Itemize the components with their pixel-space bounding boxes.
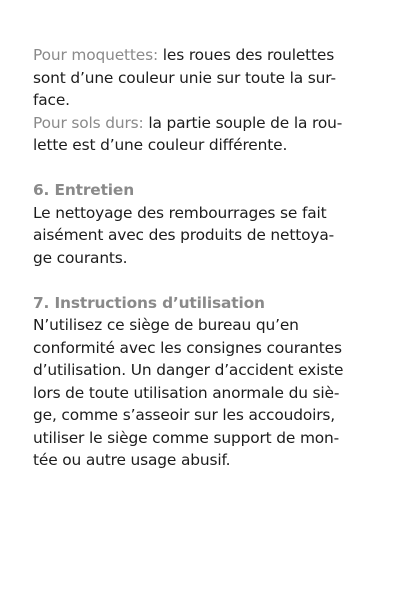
hard-floor-text-1: la partie souple de la rou- xyxy=(148,113,343,132)
instructions-text-1: N’utilisez ce siège de bureau qu’en xyxy=(33,316,299,334)
maintenance-text-2: aisément avec des produits de nettoya- xyxy=(33,226,335,244)
hard-floor-text-2: lette est d’une couleur différente. xyxy=(33,136,288,154)
hard-floor-line-1 xyxy=(33,112,373,135)
instructions-text-3: d’utilisation. Un danger d’accident existe xyxy=(33,361,344,379)
instructions-text-2: conformité avec les consignes courantes xyxy=(33,338,342,357)
maintenance-section xyxy=(33,179,373,269)
instructions-text-5: ge, comme s’asseoir sur les accoudoirs, xyxy=(33,406,336,424)
carpet-line-1 xyxy=(33,44,373,67)
section-spacer xyxy=(33,269,373,292)
maintenance-text-1: Le nettoyage des rembourrages se fait xyxy=(33,203,327,222)
maintenance-heading: 6. Entretien xyxy=(33,181,134,199)
carpet-text-2: sont d’une couleur unie sur toute la sur- xyxy=(33,68,336,87)
carpet-text-1: les roues des roulettes xyxy=(162,46,335,64)
carpet-label: Pour moquettes: xyxy=(33,46,159,64)
maintenance-text-3: ge courants. xyxy=(33,248,128,267)
instructions-section xyxy=(33,292,373,472)
manual-page xyxy=(33,44,373,472)
instructions-text-6: utiliser le siège comme support de mon- xyxy=(33,428,340,447)
instructions-heading: 7. Instructions d’utilisation xyxy=(33,293,265,312)
carpet-text-3: face. xyxy=(33,91,70,109)
section-spacer xyxy=(33,157,373,180)
caster-colour-section xyxy=(33,44,373,157)
instructions-text-7: tée ou autre usage abusif. xyxy=(33,451,231,469)
hard-floor-label: Pour sols durs: xyxy=(33,113,144,132)
instructions-text-4: lors de toute utilisation anormale du siè- xyxy=(33,383,340,402)
